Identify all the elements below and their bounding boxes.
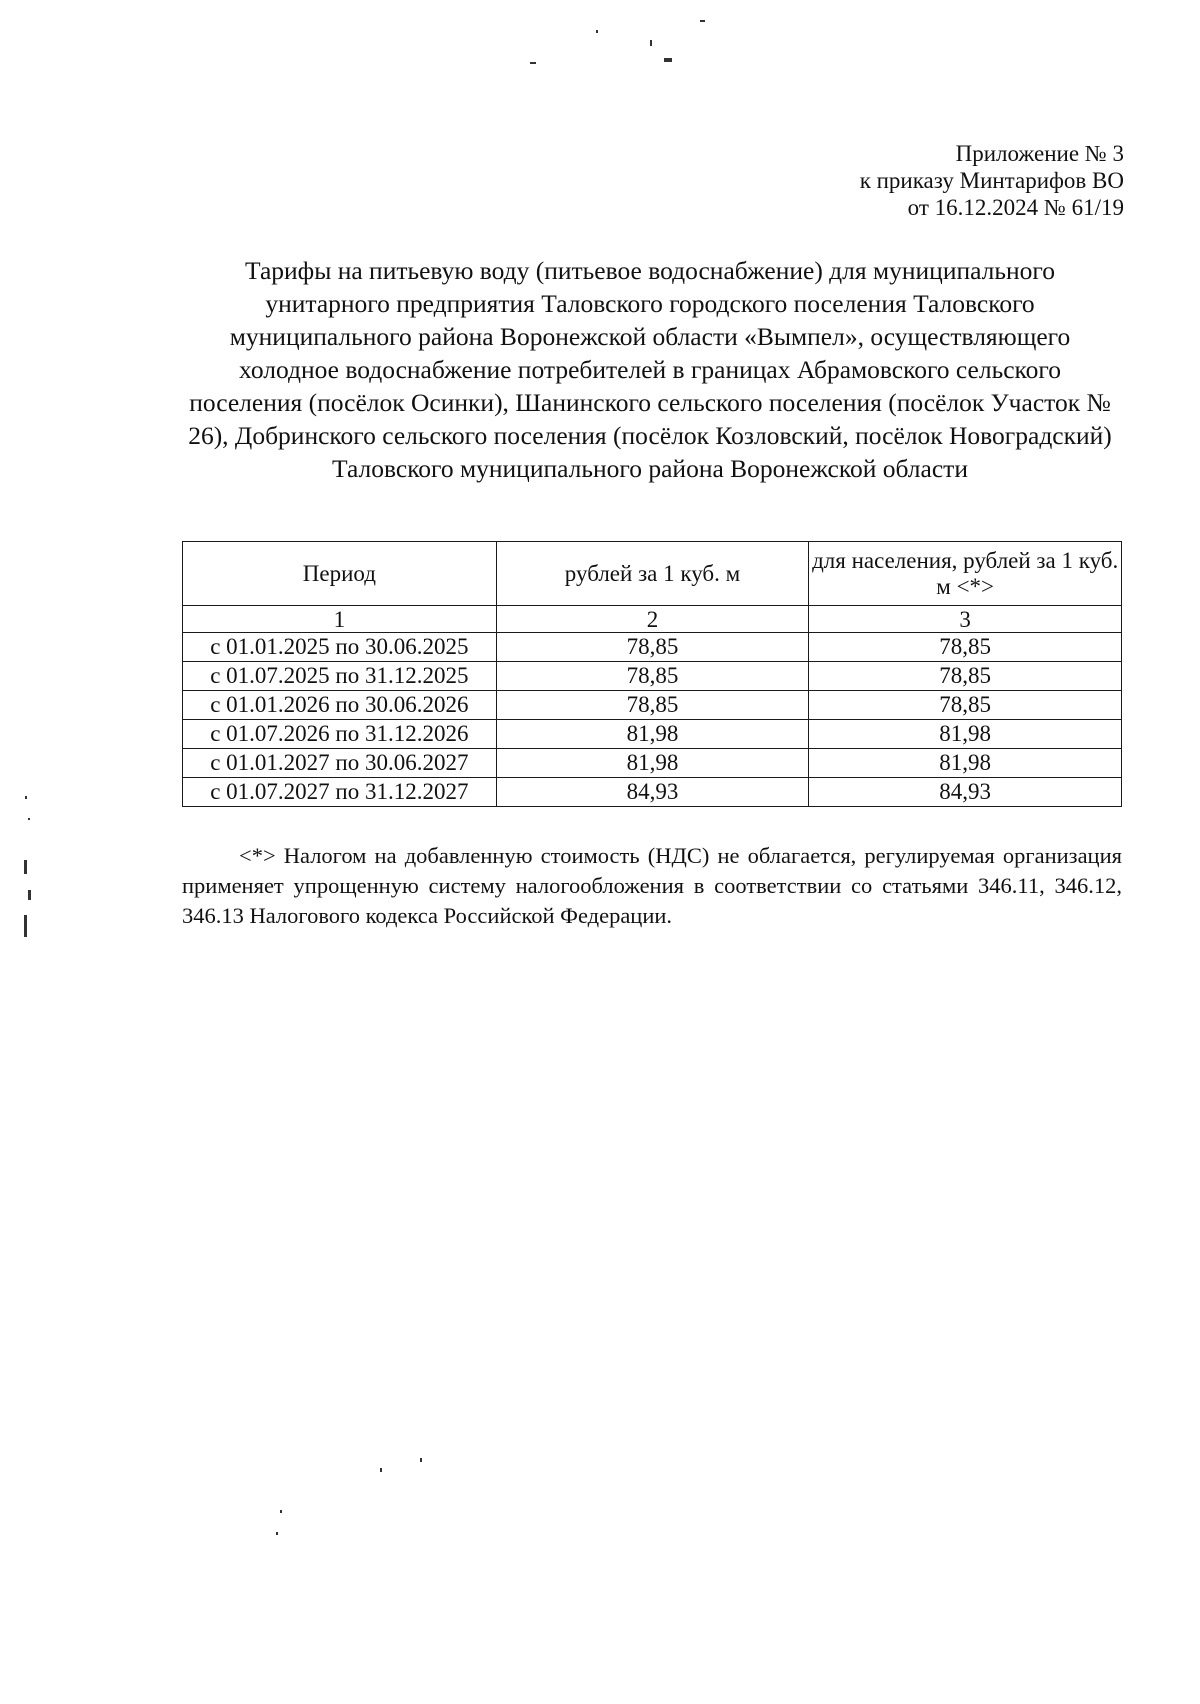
table-row [183,720,1122,749]
population-rate-cell: 84,93 [809,778,1122,807]
table-row [183,778,1122,807]
period-cell: с 01.07.2026 по 31.12.2026 [183,720,497,749]
table-row [183,662,1122,691]
header-population-rate: для населения, рублей за 1 куб. м <*> [809,542,1122,606]
period-cell: с 01.07.2027 по 31.12.2027 [183,778,497,807]
population-rate-cell: 78,85 [809,662,1122,691]
appendix-header [860,140,1124,221]
table-header-row [183,542,1122,606]
population-rate-cell: 81,98 [809,720,1122,749]
header-period: Период [183,542,497,606]
table-column-numbers-row [183,606,1122,633]
footnote [182,841,1122,931]
footnote-text: <*> Налогом на добавленную стоимость (НДС) не облагается, регулируемая организация применяет упрощенную систему налогообложения в соответствии со статьями 346.11, 346.12, 346.13 Налогового кодекса Российской Федерации. [182,843,1122,928]
rate-cell: 84,93 [496,778,809,807]
column-number: 3 [809,606,1122,633]
rate-cell: 78,85 [496,691,809,720]
column-number: 2 [496,606,809,633]
population-rate-cell: 78,85 [809,691,1122,720]
table-row [183,633,1122,662]
population-rate-cell: 78,85 [809,633,1122,662]
table-row [183,691,1122,720]
period-cell: с 01.01.2027 по 30.06.2027 [183,749,497,778]
population-rate-cell: 81,98 [809,749,1122,778]
table-row [183,749,1122,778]
rate-cell: 81,98 [496,720,809,749]
column-number: 1 [183,606,497,633]
header-rate: рублей за 1 куб. м [496,542,809,606]
document-title: Тарифы на питьевую воду (питьевое водоснабжение) для муниципального унитарного предприятия Таловского городского поселения Таловского муниципального района Воронежской области «Вымпел», осуществляющего холодное водоснабжение потребителей в границах Абрамовского сельского поселения (посёлок Осинки), Шанинского сельского поселения (посёлок Участок № 26), Добринского сельского поселения (посёлок Козловский, посёлок Новоградский) Таловского муниципального района Воронежской области [188,256,1112,483]
rate-cell: 78,85 [496,633,809,662]
appendix-number: Приложение № 3 [955,141,1124,166]
period-cell: с 01.01.2025 по 30.06.2025 [183,633,497,662]
rate-cell: 81,98 [496,749,809,778]
period-cell: с 01.01.2026 по 30.06.2026 [183,691,497,720]
appendix-order-date: от 16.12.2024 № 61/19 [907,195,1124,220]
tariff-table [182,541,1122,807]
appendix-order-ref: к приказу Минтарифов ВО [859,168,1124,193]
rate-cell: 78,85 [496,662,809,691]
period-cell: с 01.07.2025 по 31.12.2025 [183,662,497,691]
